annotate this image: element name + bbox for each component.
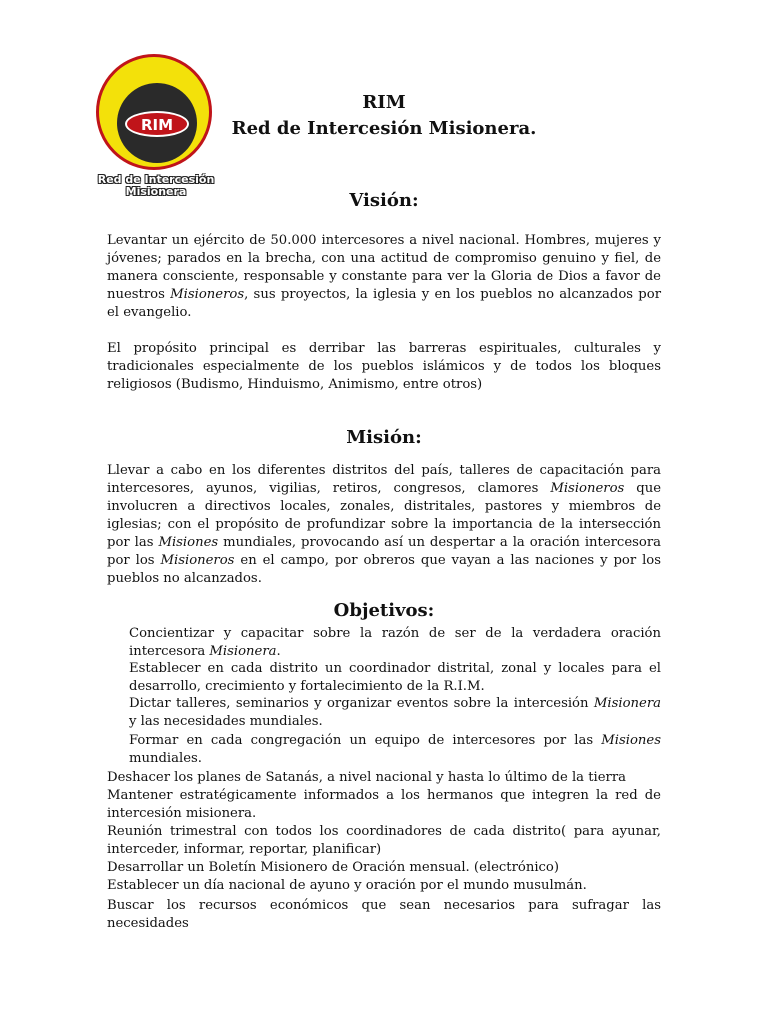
list-item: Desarrollar un Boletín Misionero de Oración mensual. (electrónico)	[107, 860, 560, 875]
document-subtitle: Red de Intercesión Misionera.	[231, 118, 537, 139]
vision-paragraph-2: El propósito principal es derribar las barreras espirituales, culturales y tradicionales especialmente de los pueblos islámicos y de todos los bloques religiosos (Budismo, Hinduismo, Animismo, entre otros)	[107, 341, 661, 392]
list-item: Dictar talleres, seminarios y organizar eventos sobre la intercesión Misionera y las necesidades mundiales.	[129, 696, 661, 729]
list-item: Formar en cada congregación un equipo de intercesores por las Misiones mundiales.	[129, 733, 661, 766]
mision-heading: Misión:	[346, 427, 422, 448]
list-item: Mantener estratégicamente informados a los hermanos que integren la red de intercesión misionera.	[107, 788, 661, 821]
vision-paragraph-1: Levantar un ejército de 50.000 intercesores a nivel nacional. Hombres, mujeres y jóvenes; parados en la brecha, con una actitud de compromiso genuino y fiel, de manera consciente, responsable y constante para ver la Gloria de Dios a favor de nuestros Misioneros, sus proyectos, la iglesia y en los pueblos no alcanzados por el evangelio.	[107, 233, 661, 320]
logo-caption-line2: Misionera	[125, 185, 187, 198]
list-item: Reunión trimestral con todos los coordinadores de cada distrito( para ayunar, interceder, informar, reportar, planificar)	[107, 824, 661, 857]
list-item: Buscar los recursos económicos que sean necesarios para sufragar las necesidades	[107, 898, 661, 931]
list-item: Deshacer los planes de Satanás, a nivel nacional y hasta lo último de la tierra	[107, 770, 627, 785]
logo-badge: RIM	[125, 111, 189, 137]
logo-caption-line1: Red de Intercesión	[97, 173, 215, 186]
mision-paragraph: Llevar a cabo en los diferentes distritos del país, talleres de capacitación para intercesores, ayunos, vigilias, retiros, congresos, clamores Misioneros que involucren a directivos locales, zonales, distritales, pastores y miembros de iglesias; con el propósito de profundizar sobre la importancia de la intersección por las Misiones mundiales, provocando así un despertar a la oración intercesora por los Misioneros en el campo, por obreros que vayan a las naciones y por los pueblos no alcanzados.	[107, 463, 662, 586]
objetivos-heading: Objetivos:	[333, 600, 435, 621]
document-title: RIM	[362, 92, 406, 113]
list-item: Concientizar y capacitar sobre la razón de ser de la verdadera oración intercesora Misionera.	[129, 626, 661, 659]
list-item: Establecer un día nacional de ayuno y oración por el mundo musulmán.	[107, 878, 587, 893]
vision-heading: Visión:	[349, 190, 419, 211]
logo-emblem-icon	[96, 54, 212, 170]
list-item: Establecer en cada distrito un coordinador distrital, zonal y locales para el desarrollo, crecimiento y fortalecimiento de la R.I.M.	[129, 661, 661, 694]
